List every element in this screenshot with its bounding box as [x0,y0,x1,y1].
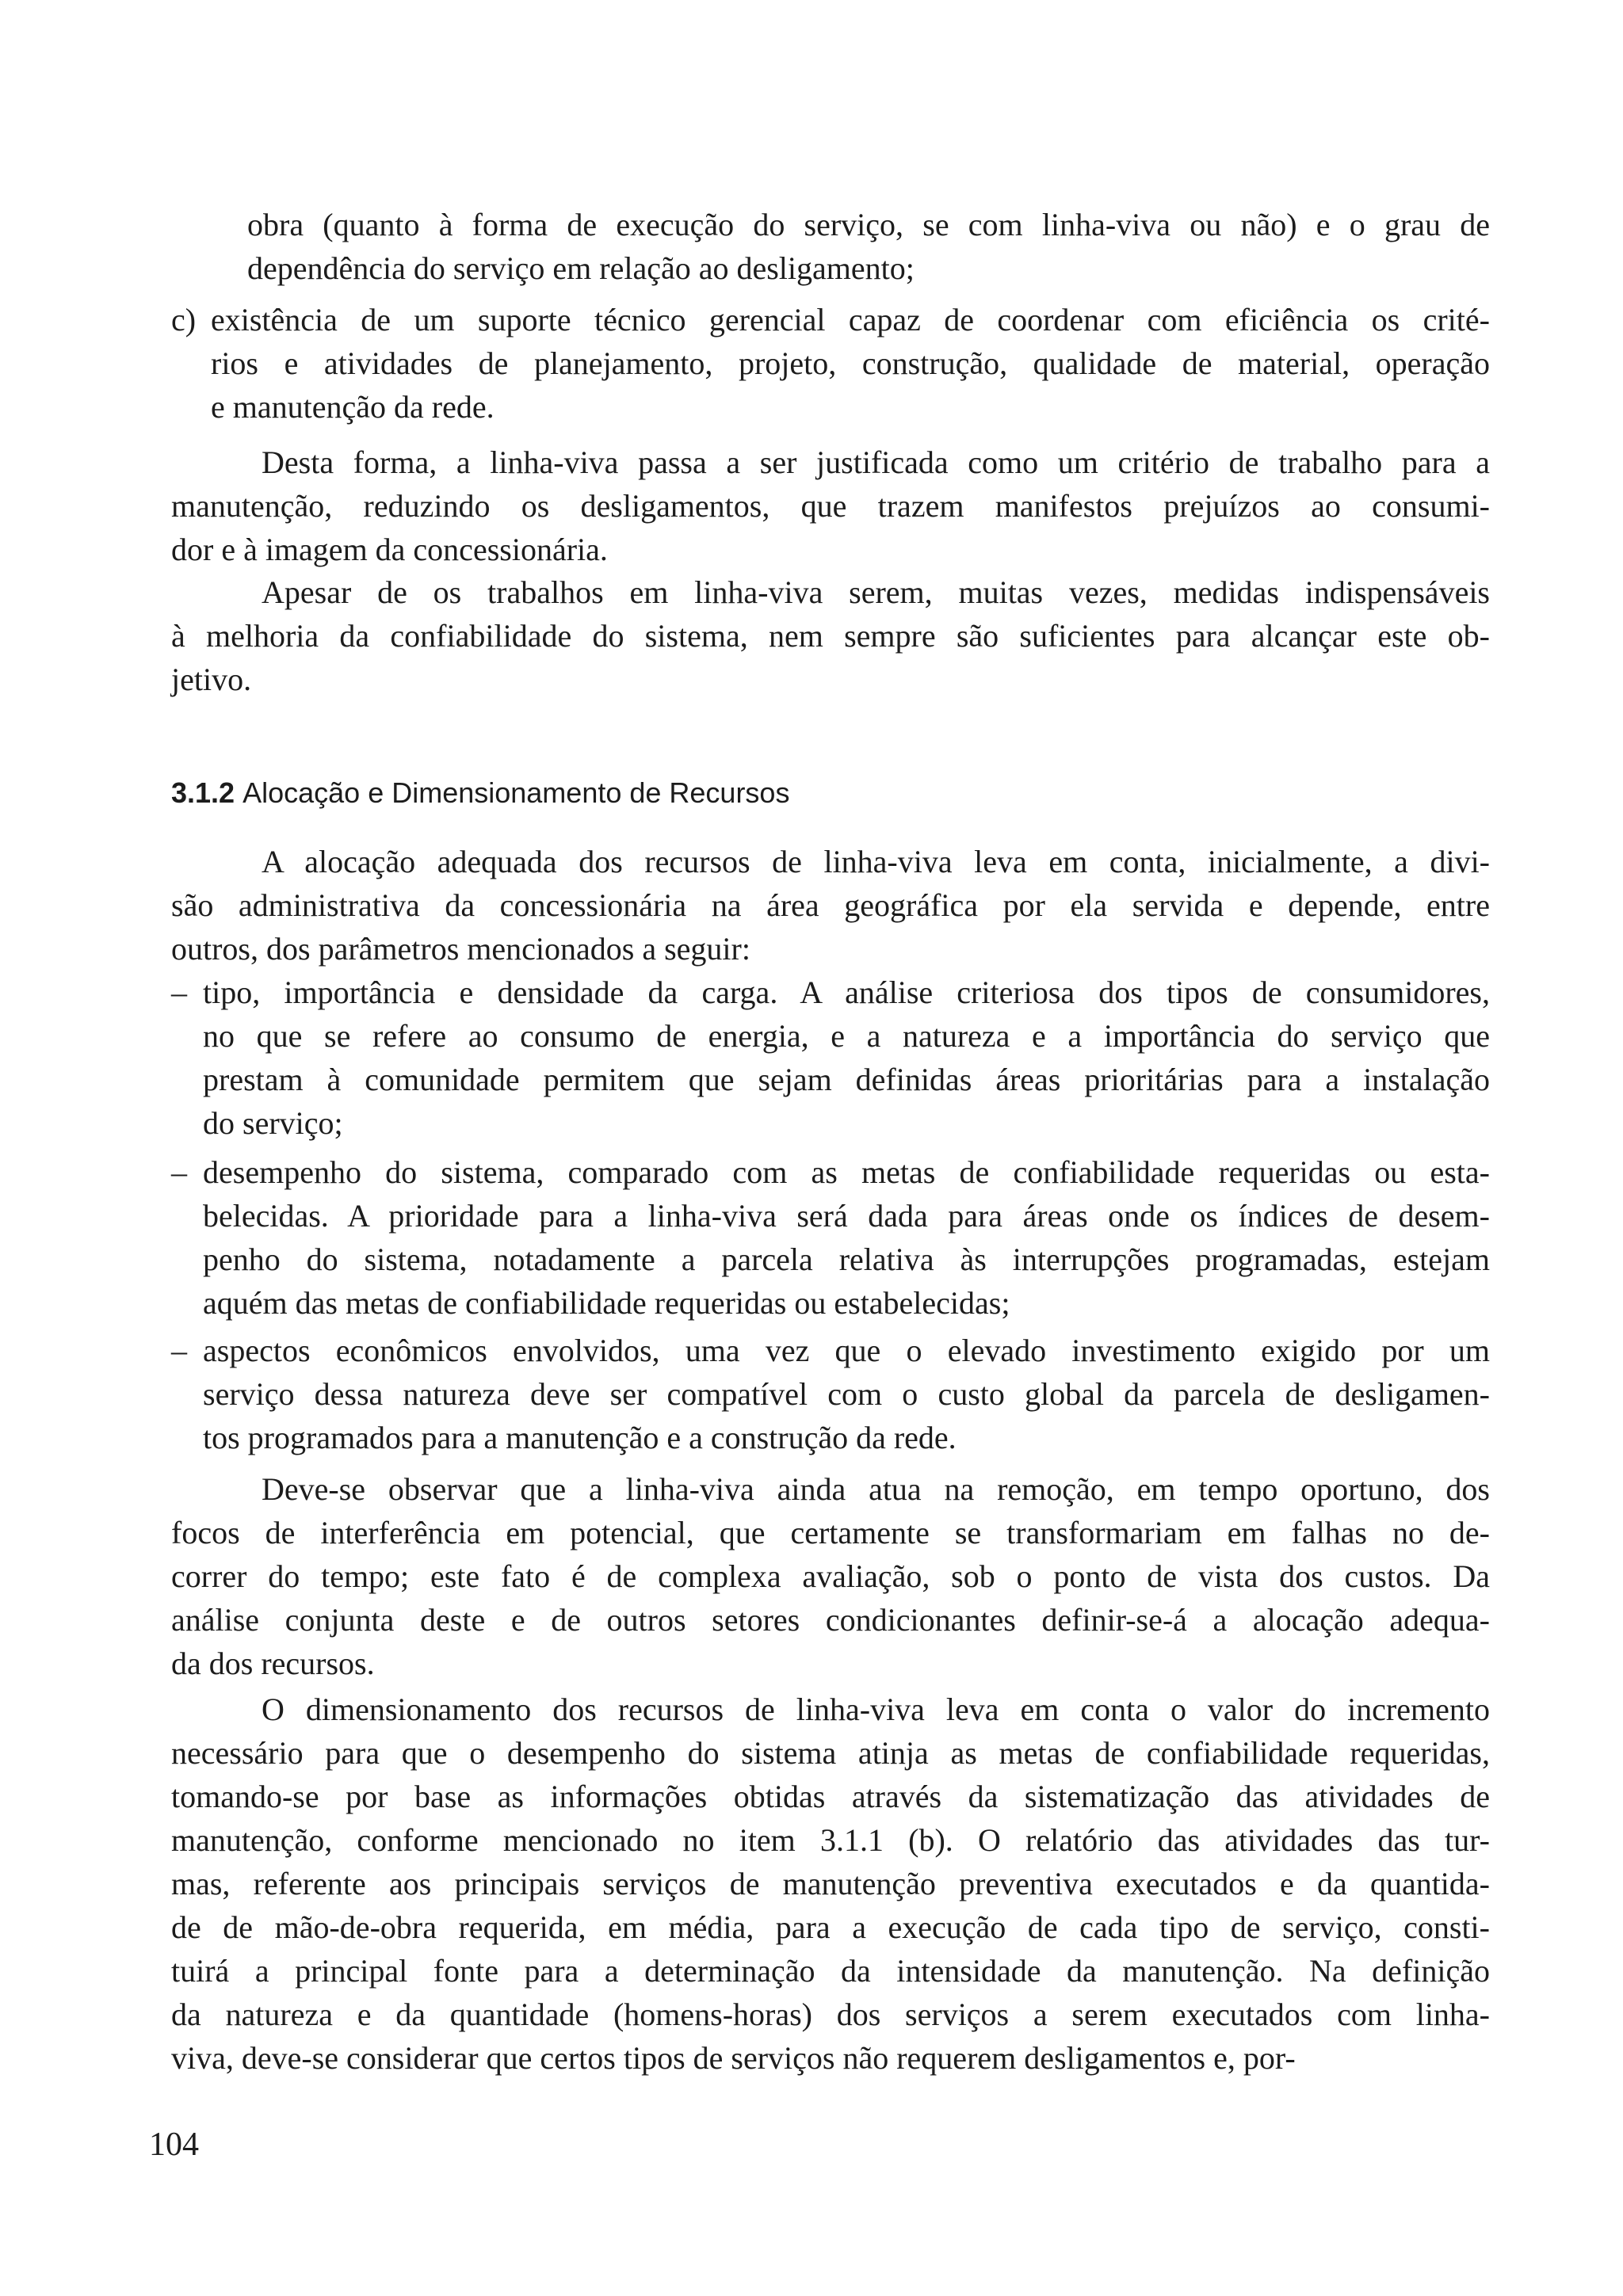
text-line: dependência do serviço em relação ao desligamento; [247,250,915,286]
bullet-item [203,1329,1490,1459]
text-line: focos de interferência em potencial, que certamente se transformariam em falhas no de- [171,1515,1490,1550]
section-heading [171,773,789,813]
text-line: viva, deve-se considerar que certos tipos de serviços não requerem desligamentos e, por- [171,2040,1296,2076]
text-line: aquém das metas de confiabilidade requeridas ou estabelecidas; [203,1285,1010,1321]
text-line: tos programados para a manutenção e a construção da rede. [203,1420,957,1455]
text-line: penho do sistema, notadamente a parcela relativa às interrupções programadas, estejam [203,1241,1490,1277]
text-line: no que se refere ao consumo de energia, e a natureza e a importância do serviço que [203,1018,1490,1054]
text-line: outros, dos parâmetros mencionados a seguir: [171,931,750,967]
page-number: 104 [149,2126,199,2163]
text-line: tuirá a principal fonte para a determinação da intensidade da manutenção. Na definição [171,1953,1490,1989]
text-line: desempenho do sistema, comparado com as metas de confiabilidade requeridas ou esta- [203,1154,1490,1190]
text-line: belecidas. A prioridade para a linha-viva será dada para áreas onde os índices de desem- [203,1198,1490,1234]
text-line: rios e atividades de planejamento, projeto, construção, qualidade de material, operação [211,345,1490,381]
bullet-item [203,1150,1490,1325]
text-line: dor e à imagem da concessionária. [171,532,608,567]
paragraph-2 [171,570,1490,701]
bullet-marker: – [171,1154,187,1190]
text-line: e manutenção da rede. [211,389,495,425]
text-line: manutenção, reduzindo os desligamentos, que trazem manifestos prejuízos ao consumi- [171,488,1490,524]
text-line: A alocação adequada dos recursos de linha-viva leva em conta, inicialmente, a divi- [262,844,1490,879]
text-line: tomando-se por base as informações obtidas através da sistematização das atividades de [171,1779,1490,1814]
text-line: do serviço; [203,1105,343,1141]
paragraph-3 [171,840,1490,971]
text-line: Apesar de os trabalhos em linha-viva serem, muitas vezes, medidas indispensáveis [262,574,1490,610]
text-line: aspectos econômicos envolvidos, uma vez que o elevado investimento exigido por um [203,1333,1490,1368]
text-line: à melhoria da confiabilidade do sistema, nem sempre são suficientes para alcançar este ob- [171,618,1490,654]
item-c-text [211,298,1490,429]
bullet-marker: – [171,1333,187,1368]
paragraph-1 [171,441,1490,571]
item-c-marker: c) [171,302,197,338]
text-line: Desta forma, a linha-viva passa a ser justificada como um critério de trabalho para a [262,444,1490,480]
bullet-item [203,971,1490,1145]
text-line: de de mão-de-obra requerida, em média, para a execução de cada tipo de serviço, consti- [171,1909,1490,1945]
text-line: Deve-se observar que a linha-viva ainda atua na remoção, em tempo oportuno, dos [262,1471,1490,1507]
text-line: correr do tempo; este fato é de complexa avaliação, sob o ponto de vista dos custos. Da [171,1558,1490,1594]
text-line: mas, referente aos principais serviços de manutenção preventiva executados e da quantida- [171,1866,1490,1901]
text-line: necessário para que o desempenho do sistema atinja as metas de confiabilidade requeridas, [171,1735,1490,1771]
section-number: 3.1.2 [171,776,235,809]
text-line: O dimensionamento dos recursos de linha-viva leva em conta o valor do incremento [262,1691,1490,1727]
text-line: jetivo. [171,662,252,697]
text-line: existência de um suporte técnico gerencial capaz de coordenar com eficiência os crité- [211,302,1490,338]
section-title: Alocação e Dimensionamento de Recursos [242,776,790,809]
text-line: análise conjunta deste e de outros setores condicionantes definir-se-á a alocação adequa- [171,1602,1490,1638]
text-line: obra (quanto à forma de execução do serviço, se com linha-viva ou não) e o grau de [247,207,1490,242]
continuation-text [247,203,1490,290]
paragraph-4 [171,1467,1490,1685]
bullet-marker: – [171,974,187,1010]
text-line: da dos recursos. [171,1646,375,1681]
paragraph-5 [171,1688,1490,2080]
text-line: prestam à comunidade permitem que sejam definidas áreas prioritárias para a instalação [203,1062,1490,1097]
text-line: da natureza e da quantidade (homens-horas) dos serviços a serem executados com linha- [171,1997,1490,2032]
text-line: são administrativa da concessionária na área geográfica por ela servida e depende, entre [171,887,1490,923]
text-line: serviço dessa natureza deve ser compatível com o custo global da parcela de desligamen- [203,1376,1490,1412]
text-line: tipo, importância e densidade da carga. A análise criteriosa dos tipos de consumidores, [203,974,1490,1010]
text-line: manutenção, conforme mencionado no item 3.1.1 (b). O relatório das atividades das tur- [171,1822,1490,1858]
